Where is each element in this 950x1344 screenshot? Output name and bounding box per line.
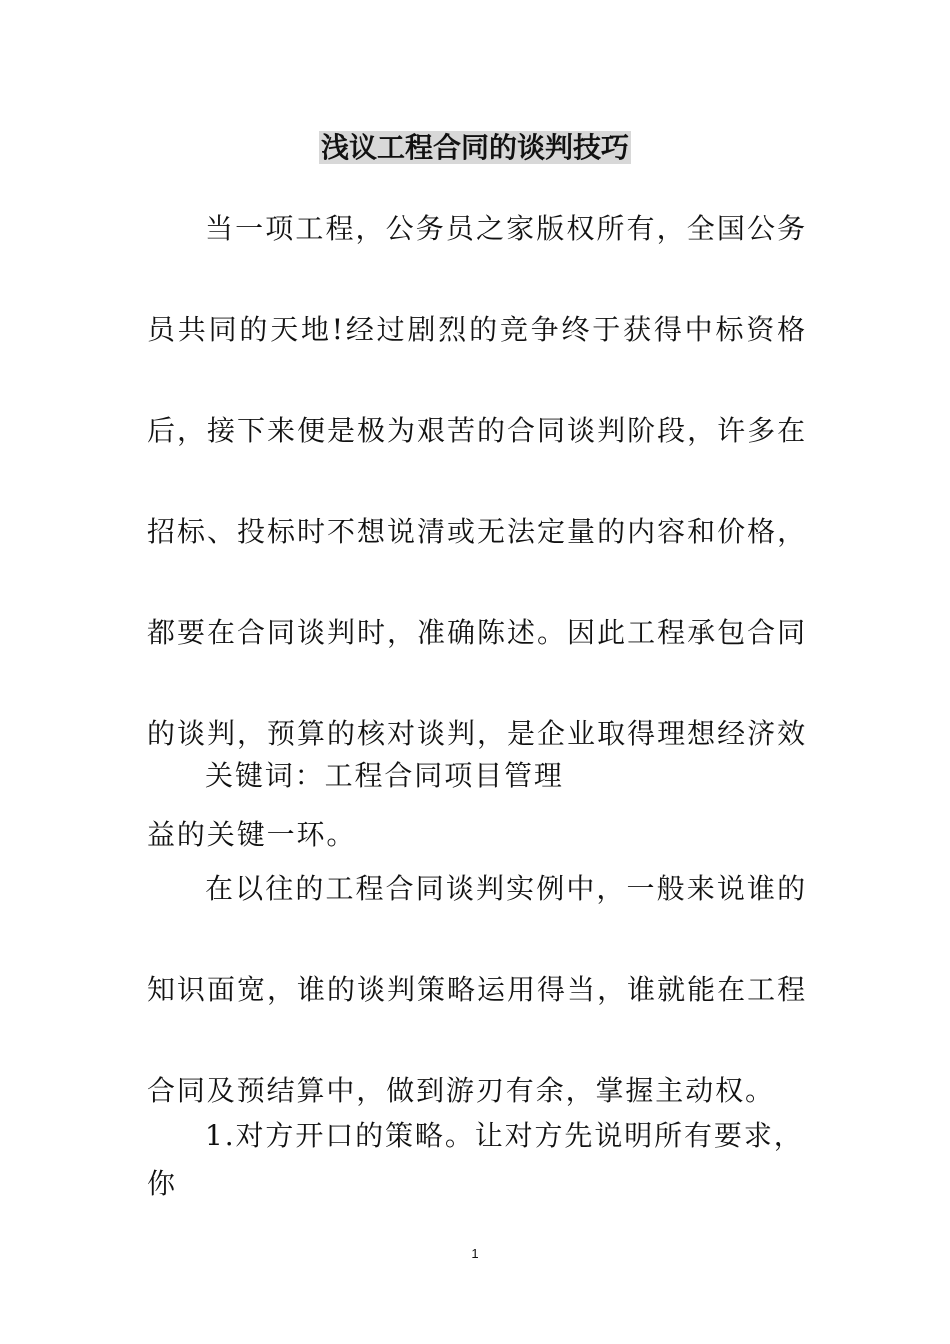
keywords-line: 关键词：工程合同项目管理 bbox=[205, 759, 564, 792]
list-item-1: 1.对方开口的策略。让对方先说明所有要求，你 bbox=[147, 1119, 804, 1200]
title-text: 浅议工程合同的谈判技巧 bbox=[320, 131, 629, 164]
intro-paragraph: 当一项工程，公务员之家版权所有，全国公务员共同的天地!经过剧烈的竞争终于获得中标资格后，接下来便是极为艰苦的合同谈判阶段，许多在招标、投标时不想说清或无法定量的内容和价格，都要在合同谈判时，准确陈述。因此工程承包合同的谈判，预算的核对谈判，是企业取得理想经济效益的关键一环。 bbox=[147, 212, 807, 851]
document-title bbox=[0, 128, 950, 168]
background-paragraph: 在以往的工程合同谈判实例中，一般来说谁的知识面宽，谁的谈判策略运用得当，谁就能在工程合同及预结算中，做到游刃有余，掌握主动权。 bbox=[147, 872, 807, 1107]
page-number: 1 bbox=[471, 1246, 479, 1261]
